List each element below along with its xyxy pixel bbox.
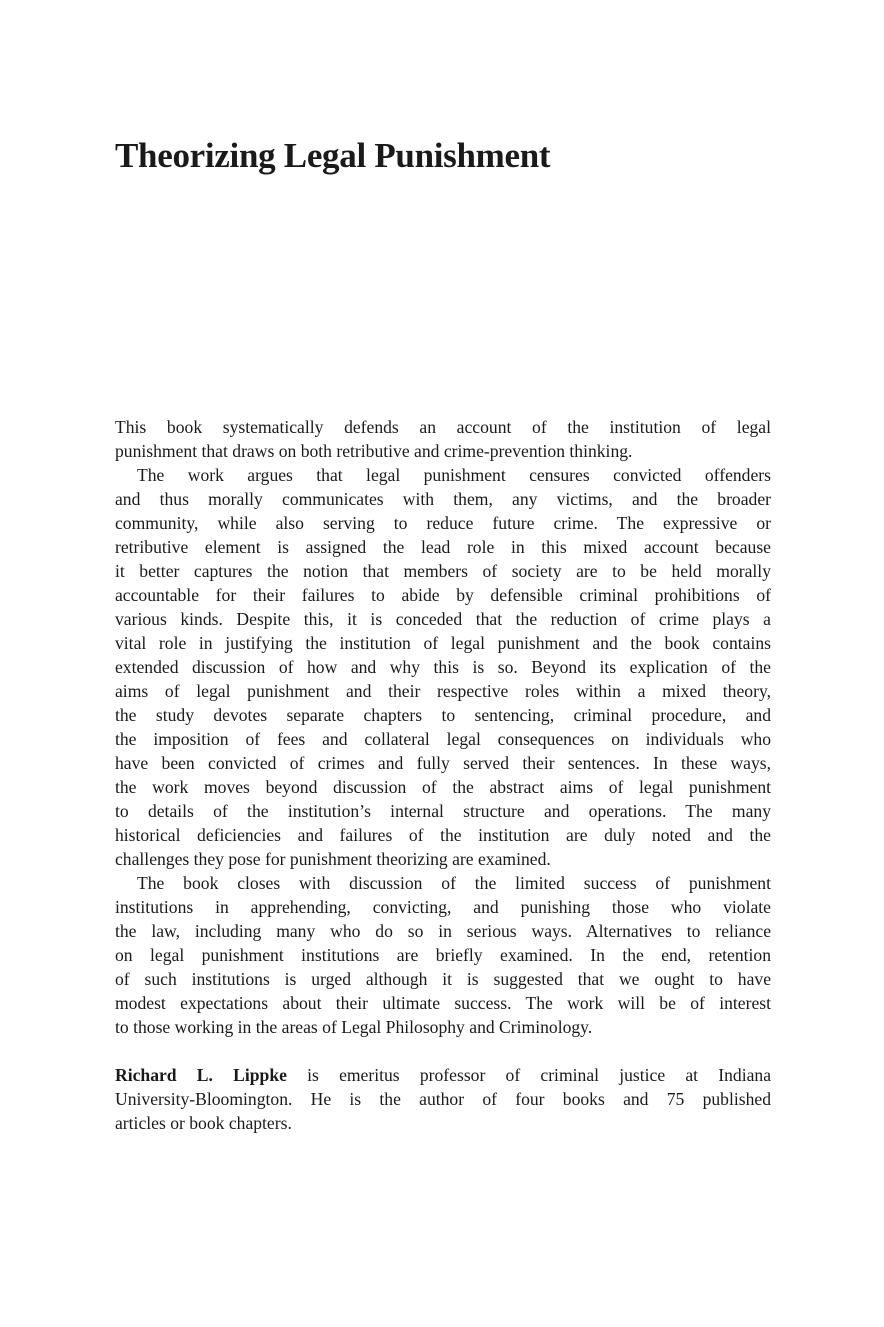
text-line: institutions in apprehending, convicting, and punishing those who violate <box>115 897 771 917</box>
text-line: and thus morally communicates with them, any victims, and the broader <box>115 489 771 509</box>
text-line: the law, including many who do so in serious ways. Alternatives to reliance <box>115 921 771 941</box>
text-line: The book closes with discussion of the limited success of punishment <box>137 873 771 893</box>
text-line: of such institutions is urged although it is suggested that we ought to have <box>115 969 771 989</box>
text-line: to details of the institution’s internal structure and operations. The many <box>115 801 771 821</box>
text-line: This book systematically defends an account of the institution of legal <box>115 417 771 437</box>
text-line: it better captures the notion that members of society are to be held morally <box>115 561 771 581</box>
text-line: punishment that draws on both retributive and crime-prevention thinking. <box>115 441 633 461</box>
bio-text: is emeritus professor of criminal justice at Indiana <box>286 1065 772 1085</box>
text-line: retributive element is assigned the lead role in this mixed account because <box>115 537 771 557</box>
paragraph <box>115 871 771 1039</box>
bio-line <box>115 1063 771 1087</box>
bio-line: University-Bloomington. He is the author of four books and 75 published <box>115 1089 771 1109</box>
text-line: have been convicted of crimes and fully served their sentences. In these ways, <box>115 753 771 773</box>
text-line: various kinds. Despite this, it is conceded that the reduction of crime plays a <box>115 609 771 629</box>
text-line: the study devotes separate chapters to sentencing, criminal procedure, and <box>115 705 771 725</box>
book-description <box>115 415 771 1039</box>
text-line: on legal punishment institutions are briefly examined. In the end, retention <box>115 945 771 965</box>
book-title: Theorizing Legal Punishment <box>115 136 551 175</box>
text-line: extended discussion of how and why this is so. Beyond its explication of the <box>115 657 771 677</box>
text-line: to those working in the areas of Legal Philosophy and Criminology. <box>115 1017 593 1037</box>
text-line: the work moves beyond discussion of the abstract aims of legal punishment <box>115 777 771 797</box>
text-line: challenges they pose for punishment theorizing are examined. <box>115 849 551 869</box>
text-line: aims of legal punishment and their respective roles within a mixed theory, <box>115 681 771 701</box>
text-line: modest expectations about their ultimate success. The work will be of interest <box>115 993 771 1013</box>
author-name: Richard L. Lippke <box>115 1065 287 1085</box>
text-line: vital role in justifying the institution of legal punishment and the book contains <box>115 633 771 653</box>
text-line: the imposition of fees and collateral legal consequences on individuals who <box>115 729 771 749</box>
text-line: The work argues that legal punishment censures convicted offenders <box>137 465 771 485</box>
paragraph <box>115 463 771 871</box>
text-line: accountable for their failures to abide by defensible criminal prohibitions of <box>115 585 771 605</box>
paragraph <box>115 415 771 463</box>
text-line: community, while also serving to reduce future crime. The expressive or <box>115 513 771 533</box>
author-bio <box>115 1063 771 1135</box>
bio-line: articles or book chapters. <box>115 1113 292 1133</box>
text-line: historical deficiencies and failures of the institution are duly noted and the <box>115 825 771 845</box>
